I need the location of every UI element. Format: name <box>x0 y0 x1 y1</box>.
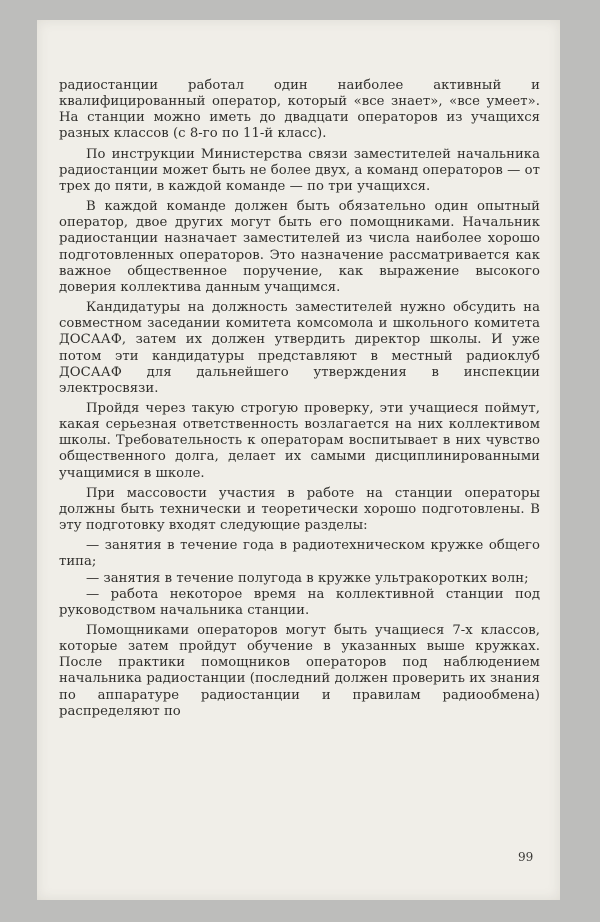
paragraph-5: Пройдя через такую строгую проверку, эти учащиеся поймут, какая серьезная ответственность возлагается на них коллективом школы. Требовательность к операторам воспитывает в них чувство общественного долга, делает их самыми дисциплинированными учащимися в школе. <box>59 400 540 481</box>
list-item-1: — занятия в течение года в радиотехническом кружке общего типа; <box>59 538 540 570</box>
paragraph-4: Кандидатуры на должность заместителей нужно обсудить на совместном заседании комитета комсомола и школьного комитета ДОСААФ, затем их должен утвердить директор школы. И уже потом эти кандидатуры представляют в местный радиоклуб ДОСААФ для дальнейшего утверждения в инспекции электросвязи. <box>59 300 540 396</box>
list-item-2: — занятия в течение полугода в кружке ультракоротких волн; <box>86 570 529 586</box>
list-item-3: — работа некоторое время на коллективной станции под руководством начальника станции. <box>59 586 540 618</box>
paragraph-7: Помощниками операторов могут быть учащиеся 7-х классов, которые затем пройдут обучение в указанных выше кружках. После практики помощников операторов под наблюдением начальника радиостанции (последний должен проверить их знания по аппаратуре радиостанции и правилам радиообмена) распределяют по <box>59 623 540 719</box>
page-number: 99 <box>518 850 534 864</box>
paragraph-3: В каждой команде должен быть обязательно один опытный оператор, двое других могут быть его помощниками. Начальник радиостанции назначает заместителей из числа наиболее хорошо подготовленных операторов. Это назначение рассматривается как важное общественное поручение, как выражение высокого доверия коллектива данным учащимся. <box>59 199 540 295</box>
paragraph-1: радиостанции работал один наиболее активный и квалифицированный оператор, который «все знает», «все умеет». На станции можно иметь до двадцати операторов из учащихся разных классов (с 8-го по 11-й класс). <box>59 78 540 142</box>
book-page <box>37 20 560 900</box>
paragraph-2: По инструкции Министерства связи заместителей начальника радиостанции может быть не более двух, а команд операторов — от трех до пяти, в каждой команде — по три учащихся. <box>59 146 540 194</box>
page-text <box>59 78 540 724</box>
paragraph-6: При массовости участия в работе на станции операторы должны быть технически и теоретически хорошо подготовлены. В эту подготовку входят следующие разделы: <box>59 485 540 534</box>
